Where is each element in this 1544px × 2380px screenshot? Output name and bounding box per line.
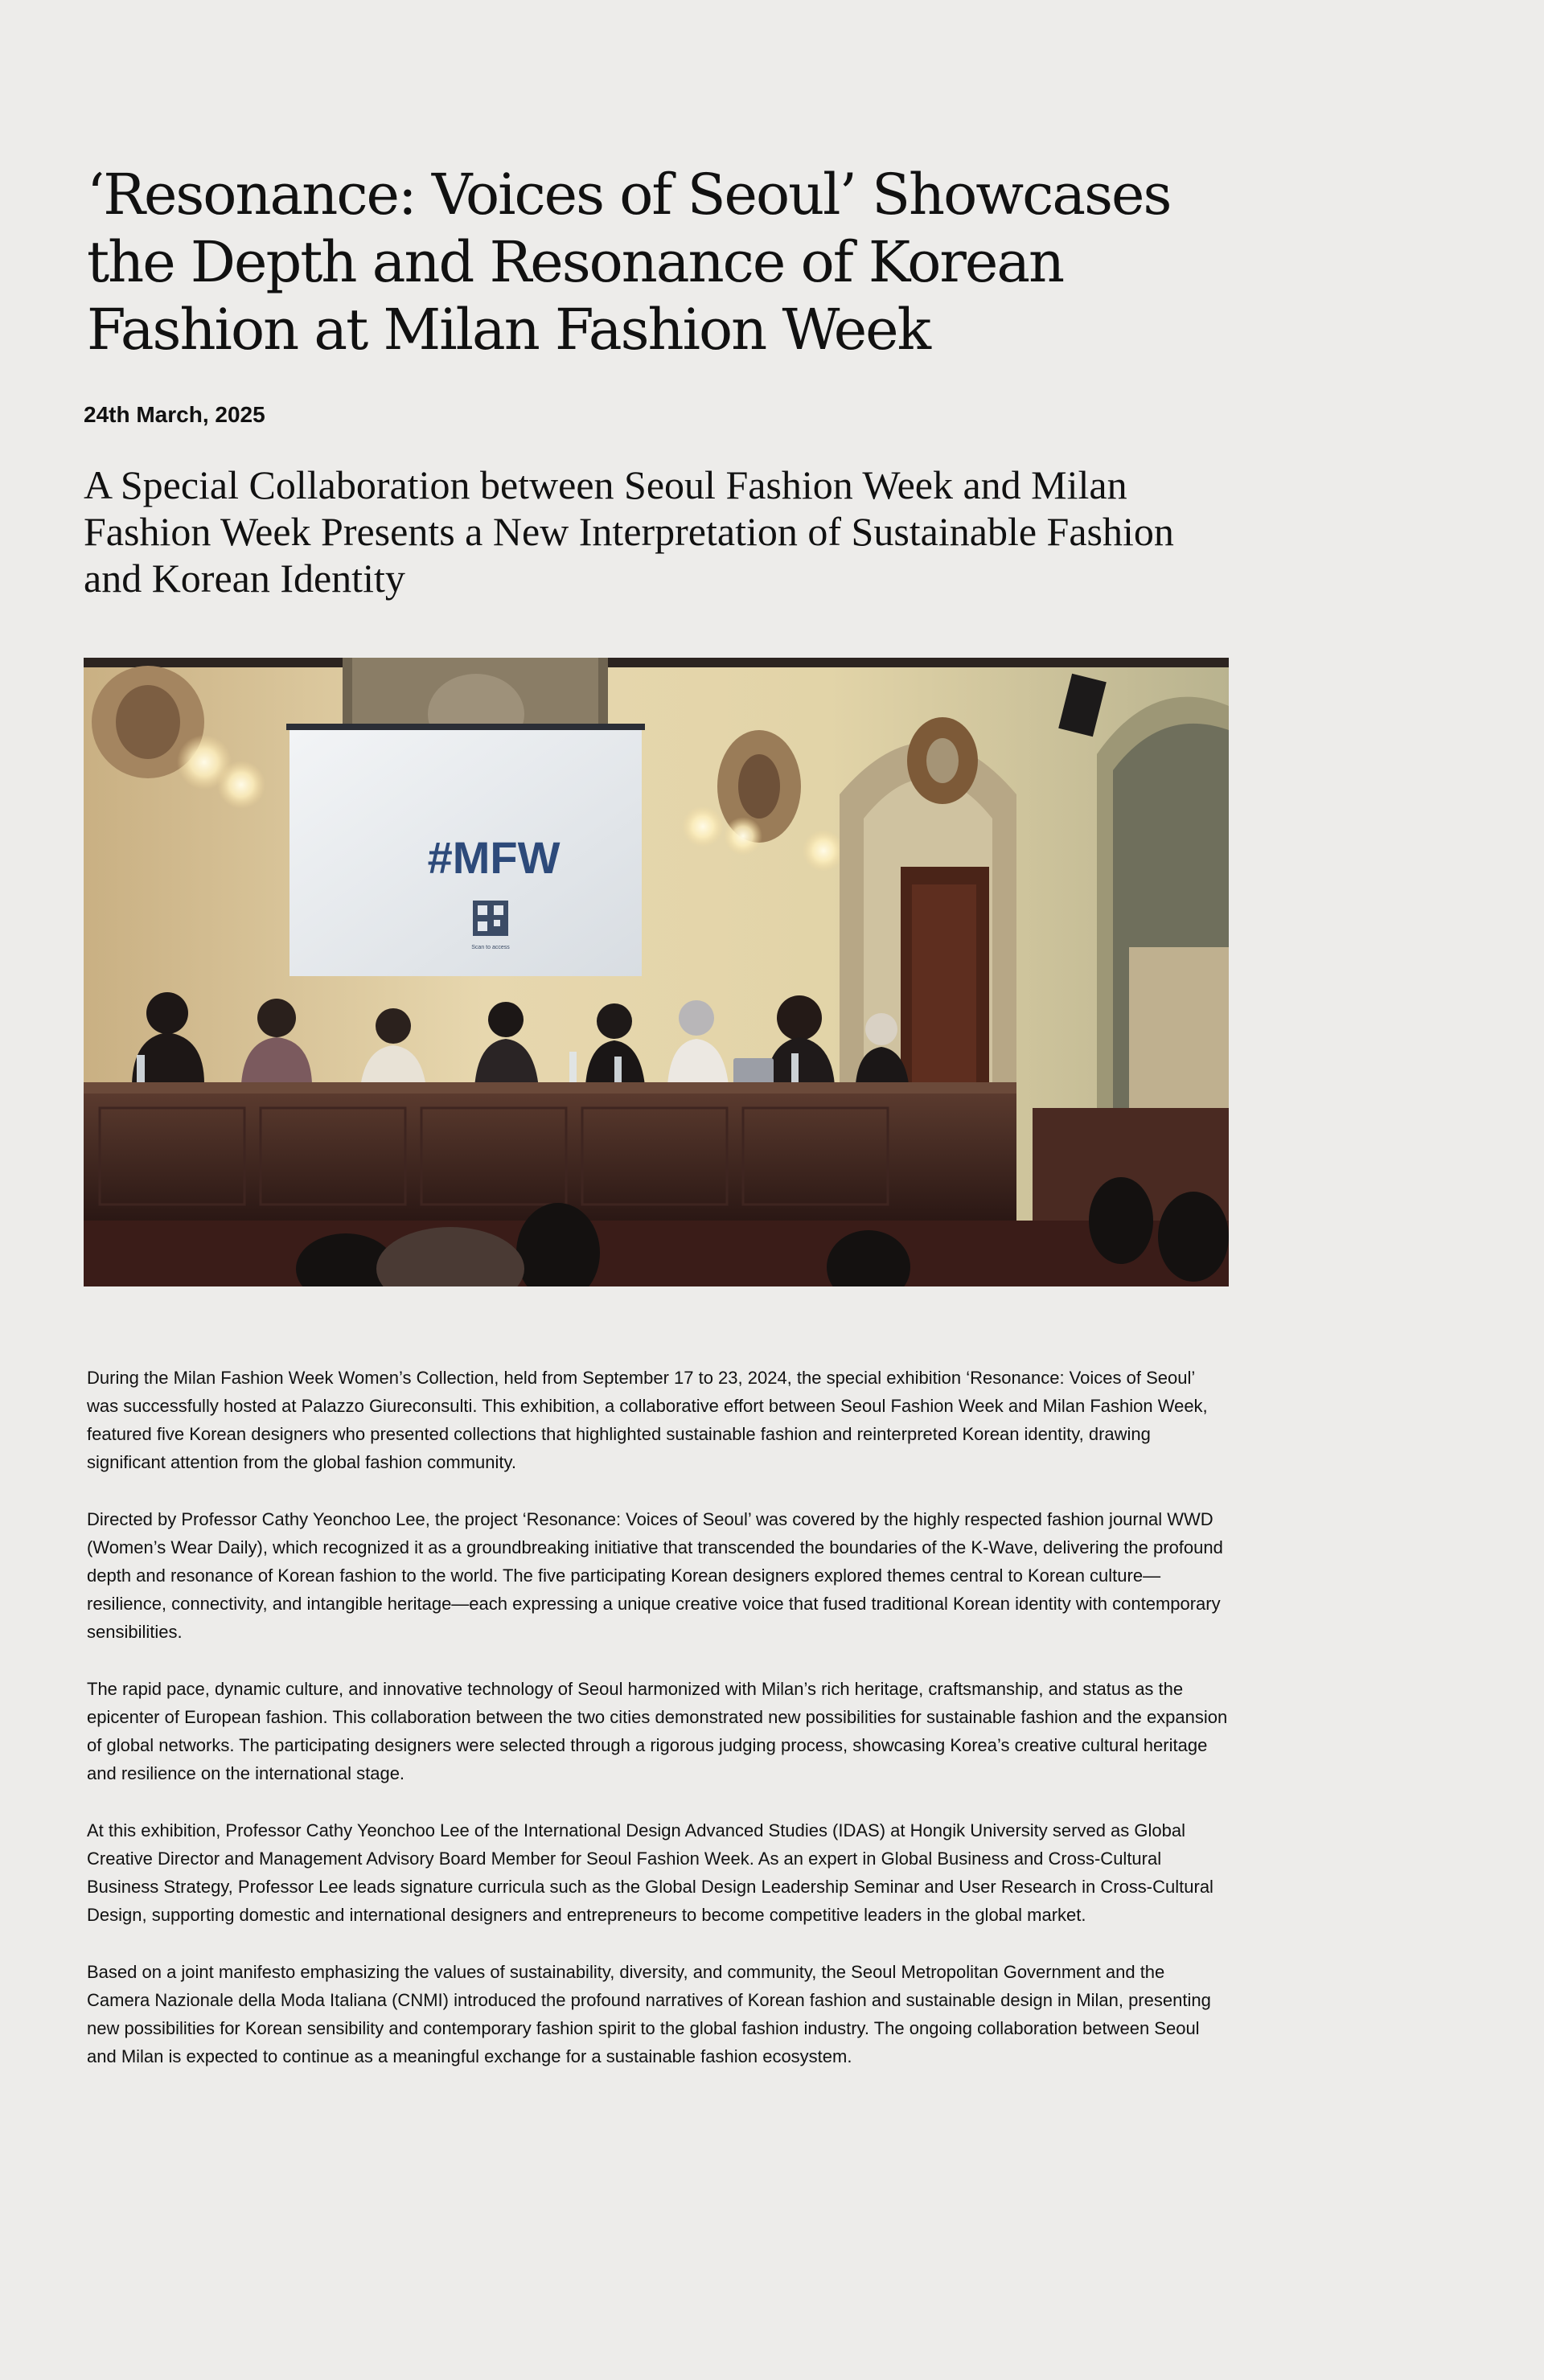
screen-text: #MFW [427,832,561,883]
article-title: ‘Resonance: Voices of Seoul’ Showcases the Depth and Resonance of Korean Fashion at Milan Fashion Week [87,162,1171,363]
body-paragraph: At this exhibition, Professor Cathy Yeonchoo Lee of the International Design Advanced Studies (IDAS) at Hongik University served as Global Creative Director and Management Advisory Board Member for Seoul Fashion Week. As an expert in Global Business and Cross-Cultural Business Strategy, Professor Lee leads signature curricula such as the Global Design Leadership Seminar and User Research in Cross-Cultural Design, supporting domestic and international designers and entrepreneurs to become competitive leaders in the global market. [87,1820,1213,1925]
body-paragraph: Based on a joint manifesto emphasizing the values of sustainability, diversity, and community, the Seoul Metropolitan Government and the Camera Nazionale della Moda Italiana (CNMI) introduced the profound narratives of Korean fashion and sustainable design in Milan, presenting new possibilities for Korean sensibility and contemporary fashion spirit to the global fashion industry. The ongoing collaboration between Seoul and Milan is expected to continue as a meaningful exchange for a sustainable fashion ecosystem. [87,1962,1211,2066]
body-paragraph: During the Milan Fashion Week Women’s Collection, held from September 17 to 23, 2024, the special exhibition ‘Resonance: Voices of Seoul’ was successfully hosted at Palazzo Giureconsulti. This exhibition, a collaborative effort between Seoul Fashion Week and Milan Fashion Week, featured five Korean designers who presented collections that highlighted sustainable fashion and reinterpreted Korean identity, drawing significant attention from the global fashion community. [87,1368,1208,1472]
article [84,161,1234,2099]
qr-caption: Scan to access [471,945,510,950]
article-subtitle: A Special Collaboration between Seoul Fashion Week and Milan Fashion Week Presents a New Interpretation of Sustainable Fashion and Korean Identity [84,462,1174,601]
body-paragraph: Directed by Professor Cathy Yeonchoo Lee, the project ‘Resonance: Voices of Seoul’ was covered by the highly respected fashion journal WWD (Women’s Wear Daily), which recognized it as a groundbreaking initiative that transcended the boundaries of the K-Wave, delivering the profound depth and resonance of Korean fashion to the world. The five participating Korean designers explored themes central to Korean culture—resilience, connectivity, and intangible heritage—each expressing a unique creative voice that fused traditional Korean identity with contemporary sensibilities. [87,1509,1223,1642]
publish-date: 24th March, 2025 [84,402,265,427]
body-paragraph: The rapid pace, dynamic culture, and innovative technology of Seoul harmonized with Milan’s rich heritage, craftsmanship, and status as the epicenter of European fashion. This collaboration between the two cities demonstrated new possibilities for sustainable fashion and the expansion of global networks. The participating designers were selected through a rigorous judging process, showcasing Korea’s creative cultural heritage and resilience on the international stage. [87,1679,1228,1783]
hero-photo [84,658,1229,1286]
article-body [84,1364,1229,2070]
